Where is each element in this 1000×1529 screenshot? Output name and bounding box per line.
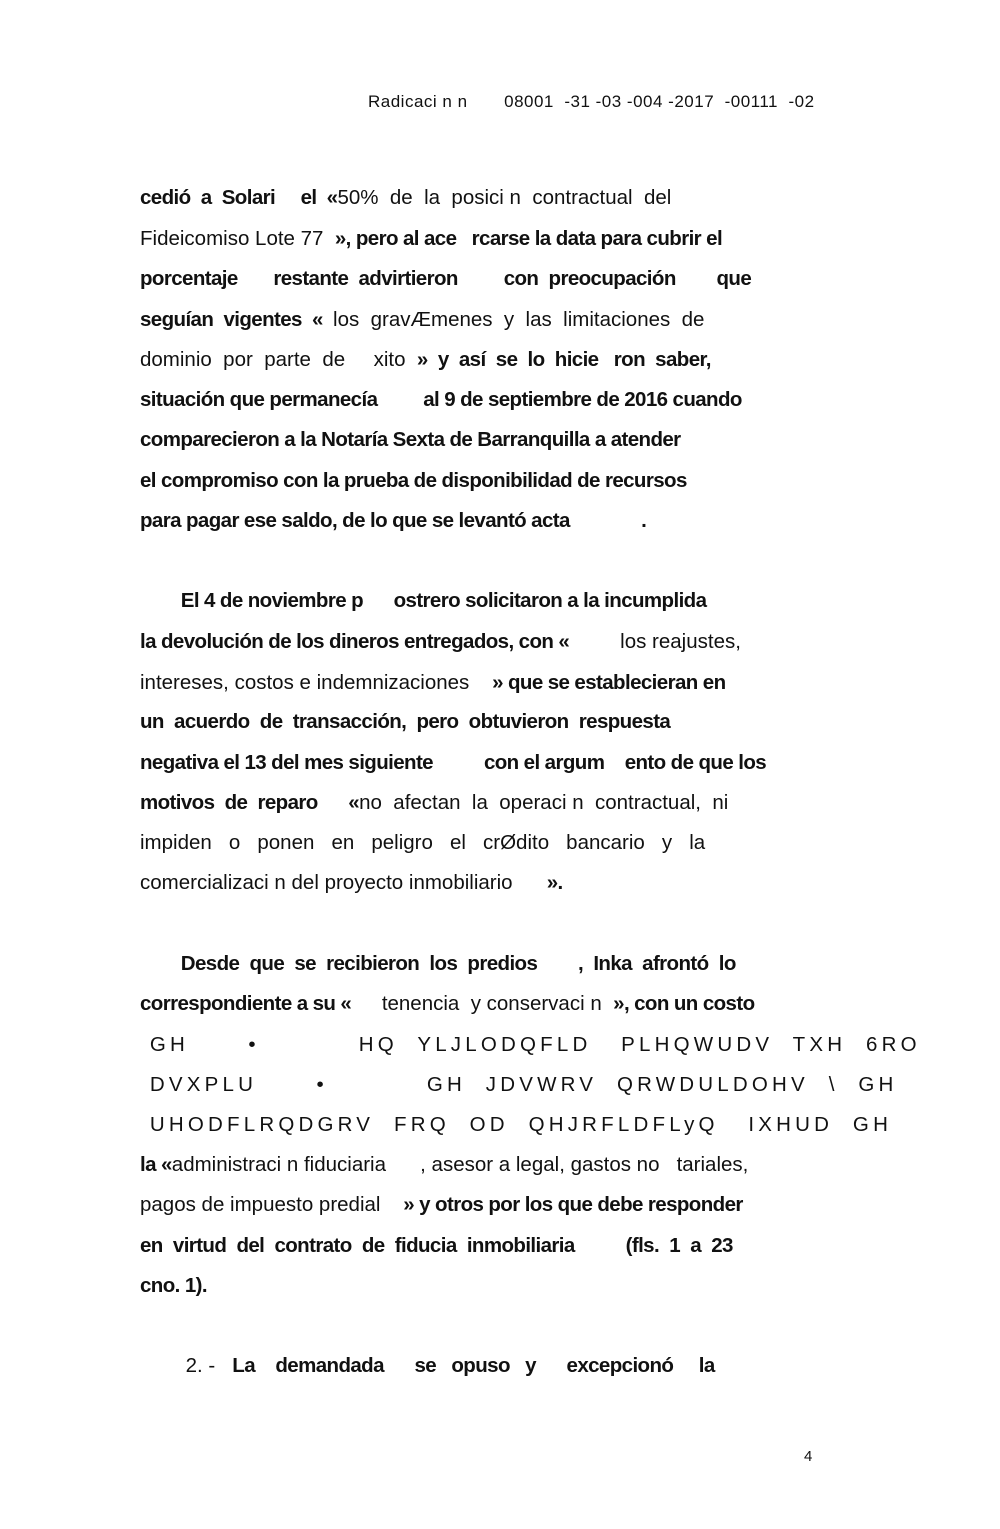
text-run: los reajustes, bbox=[620, 630, 741, 653]
text-line bbox=[140, 793, 728, 814]
text-run: 2. - bbox=[140, 1354, 233, 1377]
text-line bbox=[140, 994, 755, 1015]
bold-text-run: situación que permanecía al 9 de septiembre de 2016 cuando bbox=[140, 388, 742, 411]
text-run: administraci n fiduciaria , asesor a legal, gastos no tariales, bbox=[171, 1153, 749, 1176]
bold-text-run: cno. 1). bbox=[140, 1274, 207, 1297]
text-run: Fideicomiso Lote 77 bbox=[140, 227, 335, 250]
text-run: impiden o ponen en peligro el crØdito bancario y la bbox=[140, 831, 706, 854]
text-line bbox=[140, 954, 736, 975]
bold-text-run: », pero al ace rcarse la data para cubrir el bbox=[334, 227, 723, 250]
bold-text-run: » y así se lo hicie ron saber, bbox=[416, 348, 711, 371]
text-line bbox=[140, 1155, 748, 1176]
bold-text-run: motivos de reparo « bbox=[140, 791, 360, 814]
text-line bbox=[140, 511, 646, 532]
text-line bbox=[140, 1276, 207, 1297]
bold-text-run: cedió a Solari el « bbox=[140, 186, 338, 209]
text-line bbox=[140, 1115, 892, 1136]
text-line bbox=[140, 269, 751, 290]
text-line bbox=[140, 753, 766, 774]
bold-text-run: Desde que se recibieron los predios , Inka afrontó lo bbox=[140, 952, 736, 975]
bold-text-run: porcentaje restante advirtieron con preocupación que bbox=[140, 267, 752, 290]
radicacion-header: Radicaci n n 08001 -31 -03 -004 -2017 -00111 -02 bbox=[368, 92, 815, 111]
text-run: DVXPLU • GH JDVWRV QRWDULDOHV \ GH bbox=[140, 1073, 898, 1096]
text-line bbox=[140, 1195, 743, 1216]
bold-text-run: », con un costo bbox=[613, 992, 755, 1015]
bold-text-run: El 4 de noviembre p ostrero solicitaron a la incumplida bbox=[140, 589, 707, 612]
text-line bbox=[140, 471, 687, 492]
text-line bbox=[140, 712, 670, 733]
text-run: los gravÆmenes y las limitaciones de bbox=[333, 308, 705, 331]
text-line bbox=[140, 1356, 715, 1377]
bold-text-run: seguían vigentes « bbox=[140, 308, 334, 331]
bold-text-run: negativa el 13 del mes siguiente con el argum ento de que los bbox=[140, 751, 767, 774]
bold-text-run: en virtud del contrato de fiducia inmobiliaria (fls. 1 a 23 bbox=[140, 1234, 733, 1257]
text-run: dominio por parte de xito bbox=[140, 348, 417, 371]
text-run: GH • HQ YLJLODQFLD PLHQWUDV TXH 6RO bbox=[140, 1033, 921, 1056]
text-line bbox=[140, 591, 706, 612]
text-line bbox=[140, 188, 671, 209]
text-line bbox=[140, 1035, 921, 1056]
text-line bbox=[140, 430, 681, 451]
text-run: pagos de impuesto predial bbox=[140, 1193, 404, 1216]
text-run: comercializaci n del proyecto inmobiliario bbox=[140, 871, 547, 894]
text-run: 50% de la posici n contractual del bbox=[337, 186, 672, 209]
text-line bbox=[140, 873, 563, 894]
text-line bbox=[140, 310, 704, 331]
bold-text-run: la « bbox=[140, 1153, 172, 1176]
text-line bbox=[140, 390, 742, 411]
text-line bbox=[140, 350, 711, 371]
text-line bbox=[140, 833, 705, 854]
bold-text-run: para pagar ese saldo, de lo que se levantó acta . bbox=[140, 509, 647, 532]
text-run: UHODFLRQDGRV FRQ OD QHJRFLDFLyQ IXHUD GH bbox=[140, 1113, 893, 1136]
bold-text-run: un acuerdo de transacción, pero obtuvieron respuesta bbox=[140, 710, 671, 733]
page-number: 4 bbox=[804, 1448, 813, 1465]
bold-text-run: la devolución de los dineros entregados, con « bbox=[140, 630, 621, 653]
bold-text-run: correspondiente a su « bbox=[140, 992, 382, 1015]
text-run: no afectan la operaci n contractual, ni bbox=[359, 791, 729, 814]
text-run: intereses, costos e indemnizaciones bbox=[140, 671, 493, 694]
text-line bbox=[140, 1075, 898, 1096]
bold-text-run: comparecieron a la Notaría Sexta de Barranquilla a atender bbox=[140, 428, 681, 451]
text-line bbox=[140, 229, 722, 250]
text-line bbox=[140, 673, 726, 694]
bold-text-run: » y otros por los que debe responder bbox=[403, 1193, 743, 1216]
bold-text-run: » que se establecieran en bbox=[492, 671, 726, 694]
text-line bbox=[140, 1236, 733, 1257]
text-line bbox=[140, 632, 741, 653]
bold-text-run: La demandada se opuso y excepcionó la bbox=[232, 1354, 715, 1377]
bold-text-run: el compromiso con la prueba de disponibilidad de recursos bbox=[140, 469, 687, 492]
text-run: tenencia y conservaci n bbox=[381, 992, 614, 1015]
bold-text-run: ». bbox=[546, 871, 563, 894]
